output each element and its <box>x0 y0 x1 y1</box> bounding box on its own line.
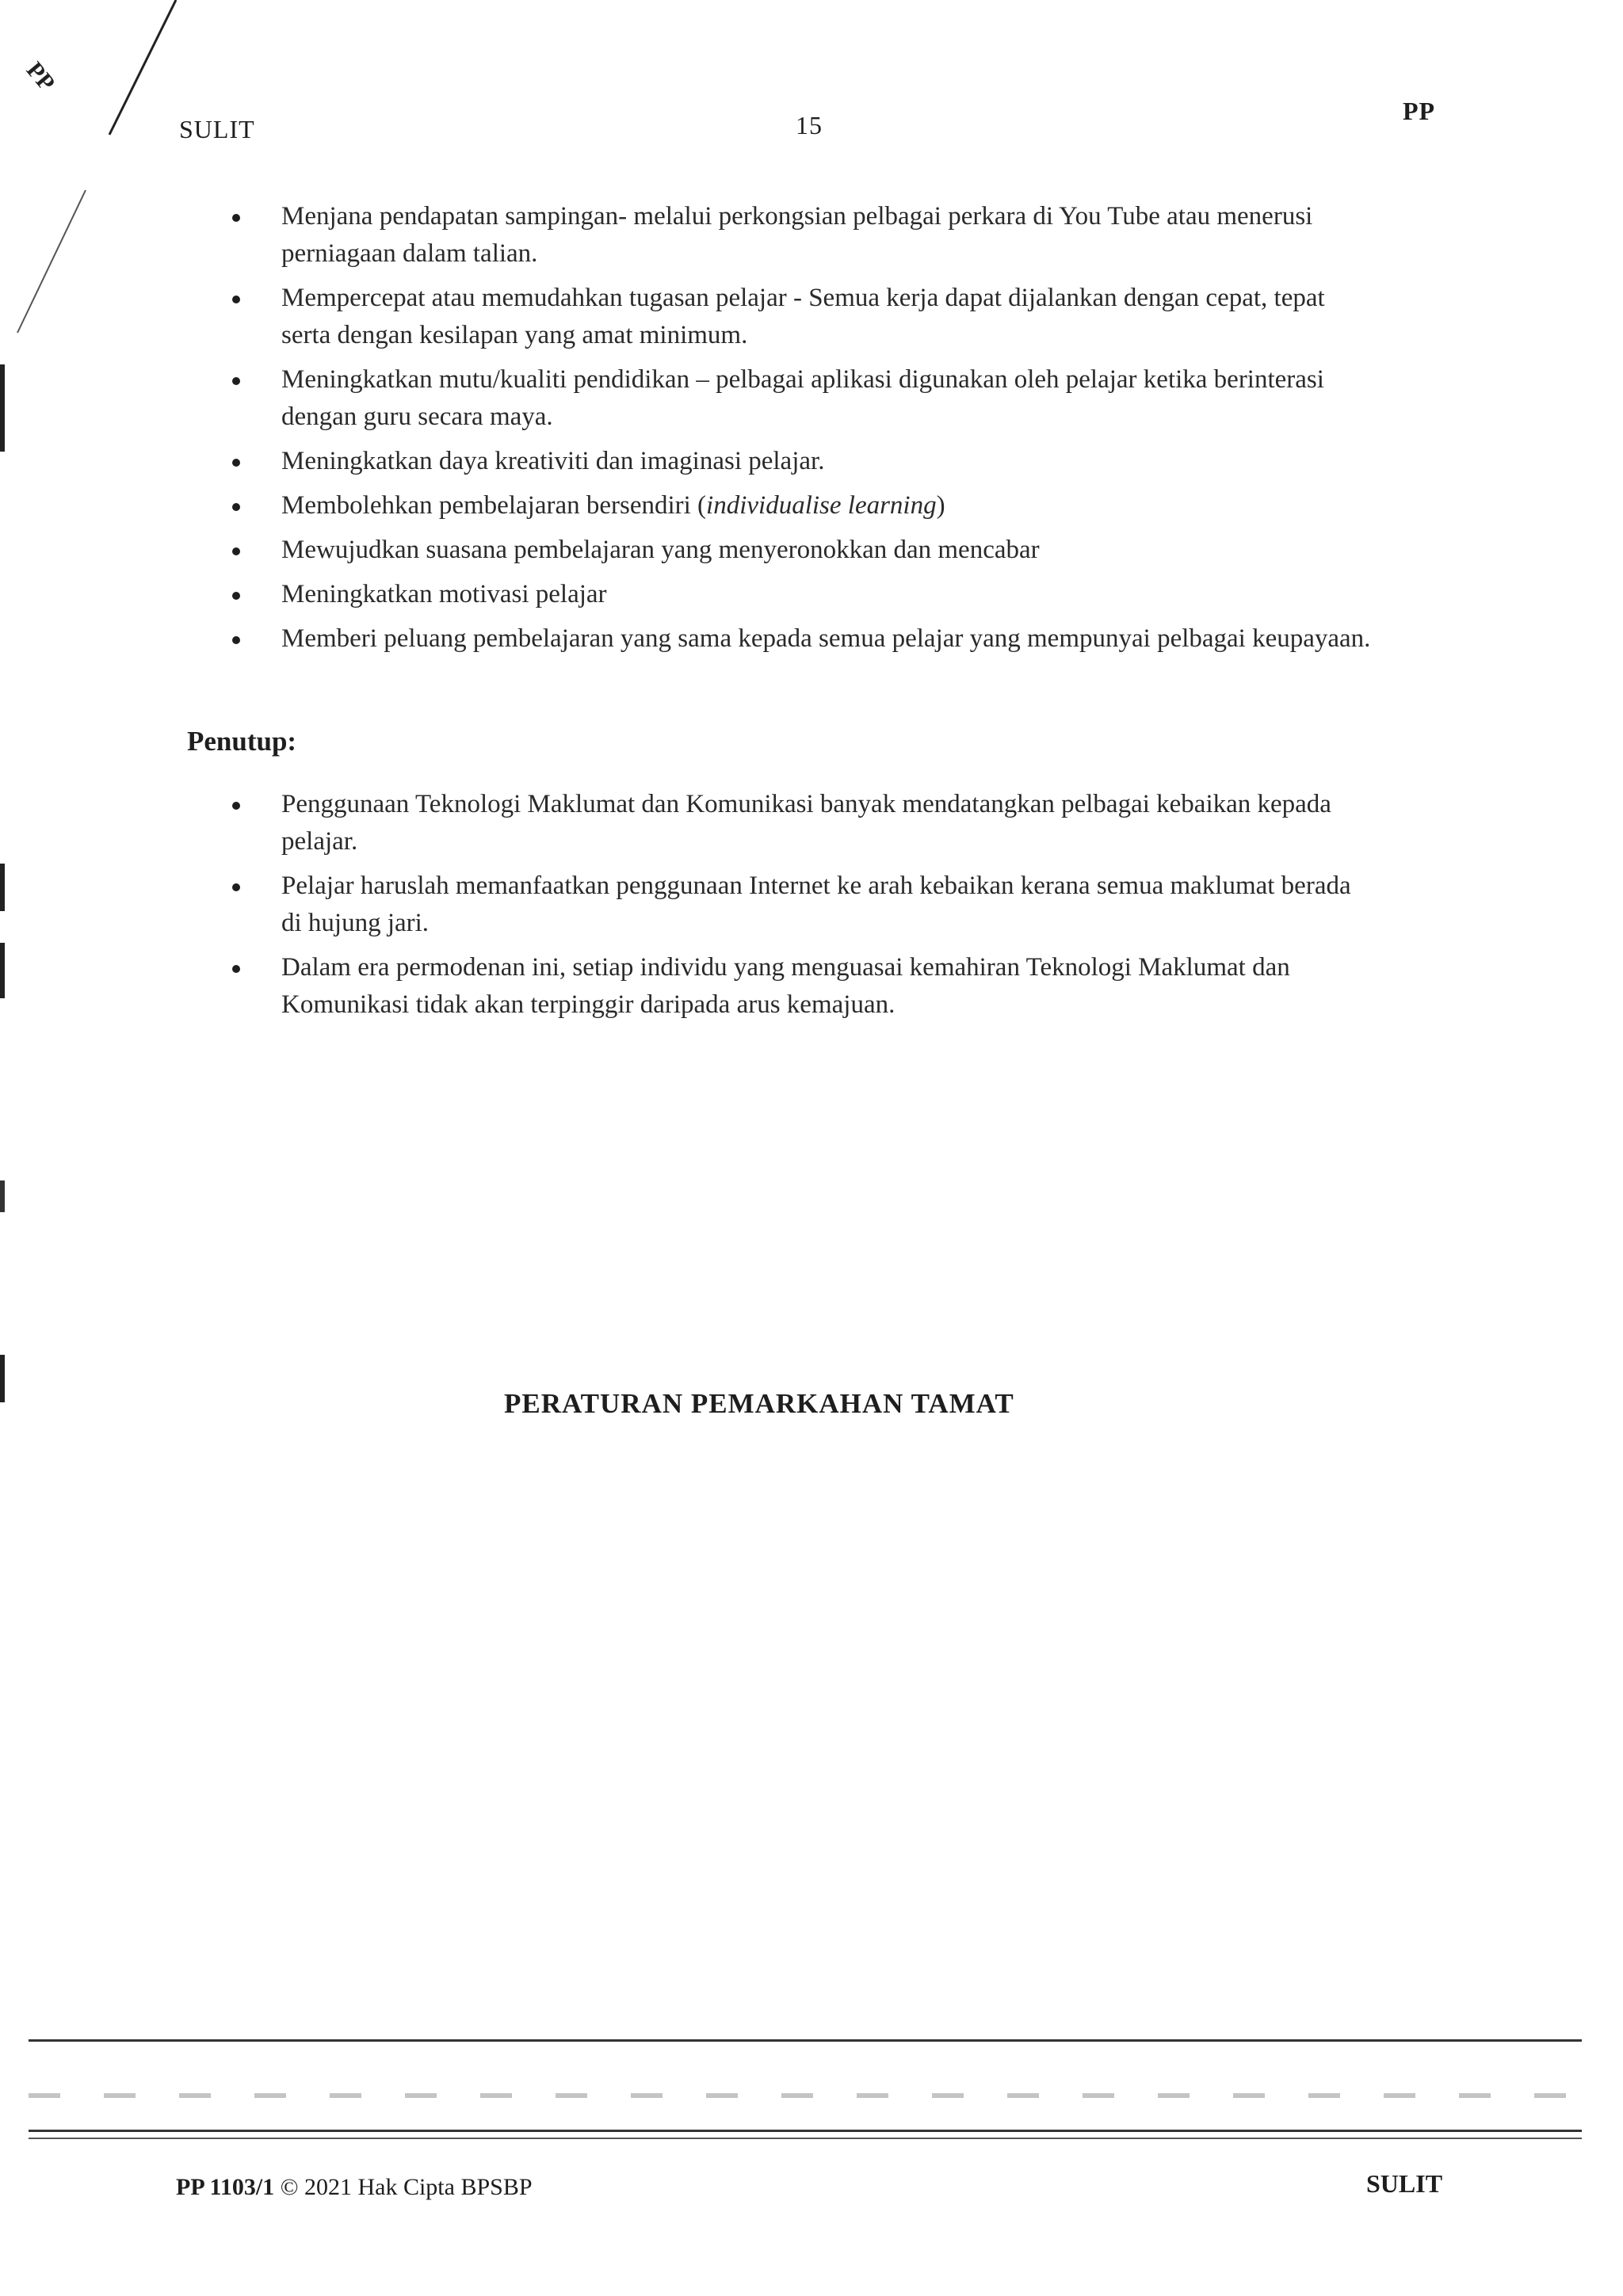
list-item <box>226 443 1375 480</box>
classification-label: SULIT <box>179 115 255 143</box>
page-number: 15 <box>796 111 823 139</box>
list-item-text: Memberi peluang pembelajaran yang sama kepada semua pelajar yang mempunyai pelbagai keupayaan. <box>281 624 1371 653</box>
list-item-text: Menjana pendapatan sampingan- melalui perkongsian pelbagai perkara di You Tube atau menerusi perniagaan dalam talian. <box>281 202 1313 268</box>
closing-heading: Penutup: <box>187 726 297 757</box>
benefits-list <box>226 198 1375 665</box>
list-item-text: Meningkatkan mutu/kualiti pendidikan – pelbagai aplikasi digunakan oleh pelajar ketika berinterasi dengan guru secara maya. <box>281 365 1324 431</box>
list-item-text: Membolehkan pembelajaran bersendiri ( <box>281 491 707 520</box>
list-item <box>226 620 1375 658</box>
list-item-text: Mewujudkan suasana pembelajaran yang menyeronokkan dan mencabar <box>281 536 1040 564</box>
footer-divider <box>29 2138 1582 2139</box>
footer-divider <box>29 2039 1582 2042</box>
list-item-text: Meningkatkan daya kreativiti dan imaginasi pelajar. <box>281 447 825 475</box>
list-item-text: Meningkatkan motivasi pelajar <box>281 580 607 608</box>
footer-divider <box>29 2130 1582 2132</box>
closing-list <box>226 786 1375 1031</box>
corner-mark: PP <box>21 57 60 97</box>
copyright-text: © 2021 Hak Cipta BPSBP <box>280 2174 533 2200</box>
paper-code: PP <box>1403 97 1436 125</box>
list-item <box>226 280 1375 354</box>
end-of-scheme-title: PERATURAN PEMARKAHAN TAMAT <box>504 1388 1014 1419</box>
list-item-text: Pelajar haruslah memanfaatkan penggunaan Internet ke arah kebaikan kerana semua maklumat berada di hujung jari. <box>281 871 1351 937</box>
list-item <box>226 487 1375 524</box>
list-item-emphasis: individualise learning <box>706 491 937 520</box>
footer-dashed-divider <box>29 2093 1582 2098</box>
list-item-text: Mempercepat atau memudahkan tugasan pelajar - Semua kerja dapat dijalankan dengan cepat, tepat serta dengan kesilapan yang amat minimum. <box>281 284 1325 349</box>
list-item <box>226 532 1375 569</box>
margin-binding-marks <box>0 864 6 1418</box>
paper-code-footer: PP 1103/1 <box>176 2174 275 2200</box>
list-item-text: Dalam era permodenan ini, setiap individu yang menguasai kemahiran Teknologi Maklumat dan Komunikasi tidak akan terpinggir daripada arus kemajuan. <box>281 953 1290 1019</box>
footer-classification: SULIT <box>1366 2169 1443 2198</box>
list-item <box>226 361 1375 436</box>
list-item <box>226 576 1375 613</box>
list-item <box>226 198 1375 273</box>
list-item-suffix: ) <box>936 491 945 520</box>
list-item <box>226 868 1375 942</box>
list-item-text: Penggunaan Teknologi Maklumat dan Komunikasi banyak mendatangkan pelbagai kebaikan kepada pelajar. <box>281 790 1331 856</box>
list-item <box>226 949 1375 1024</box>
footer-code <box>176 2174 533 2201</box>
list-item <box>226 786 1375 860</box>
